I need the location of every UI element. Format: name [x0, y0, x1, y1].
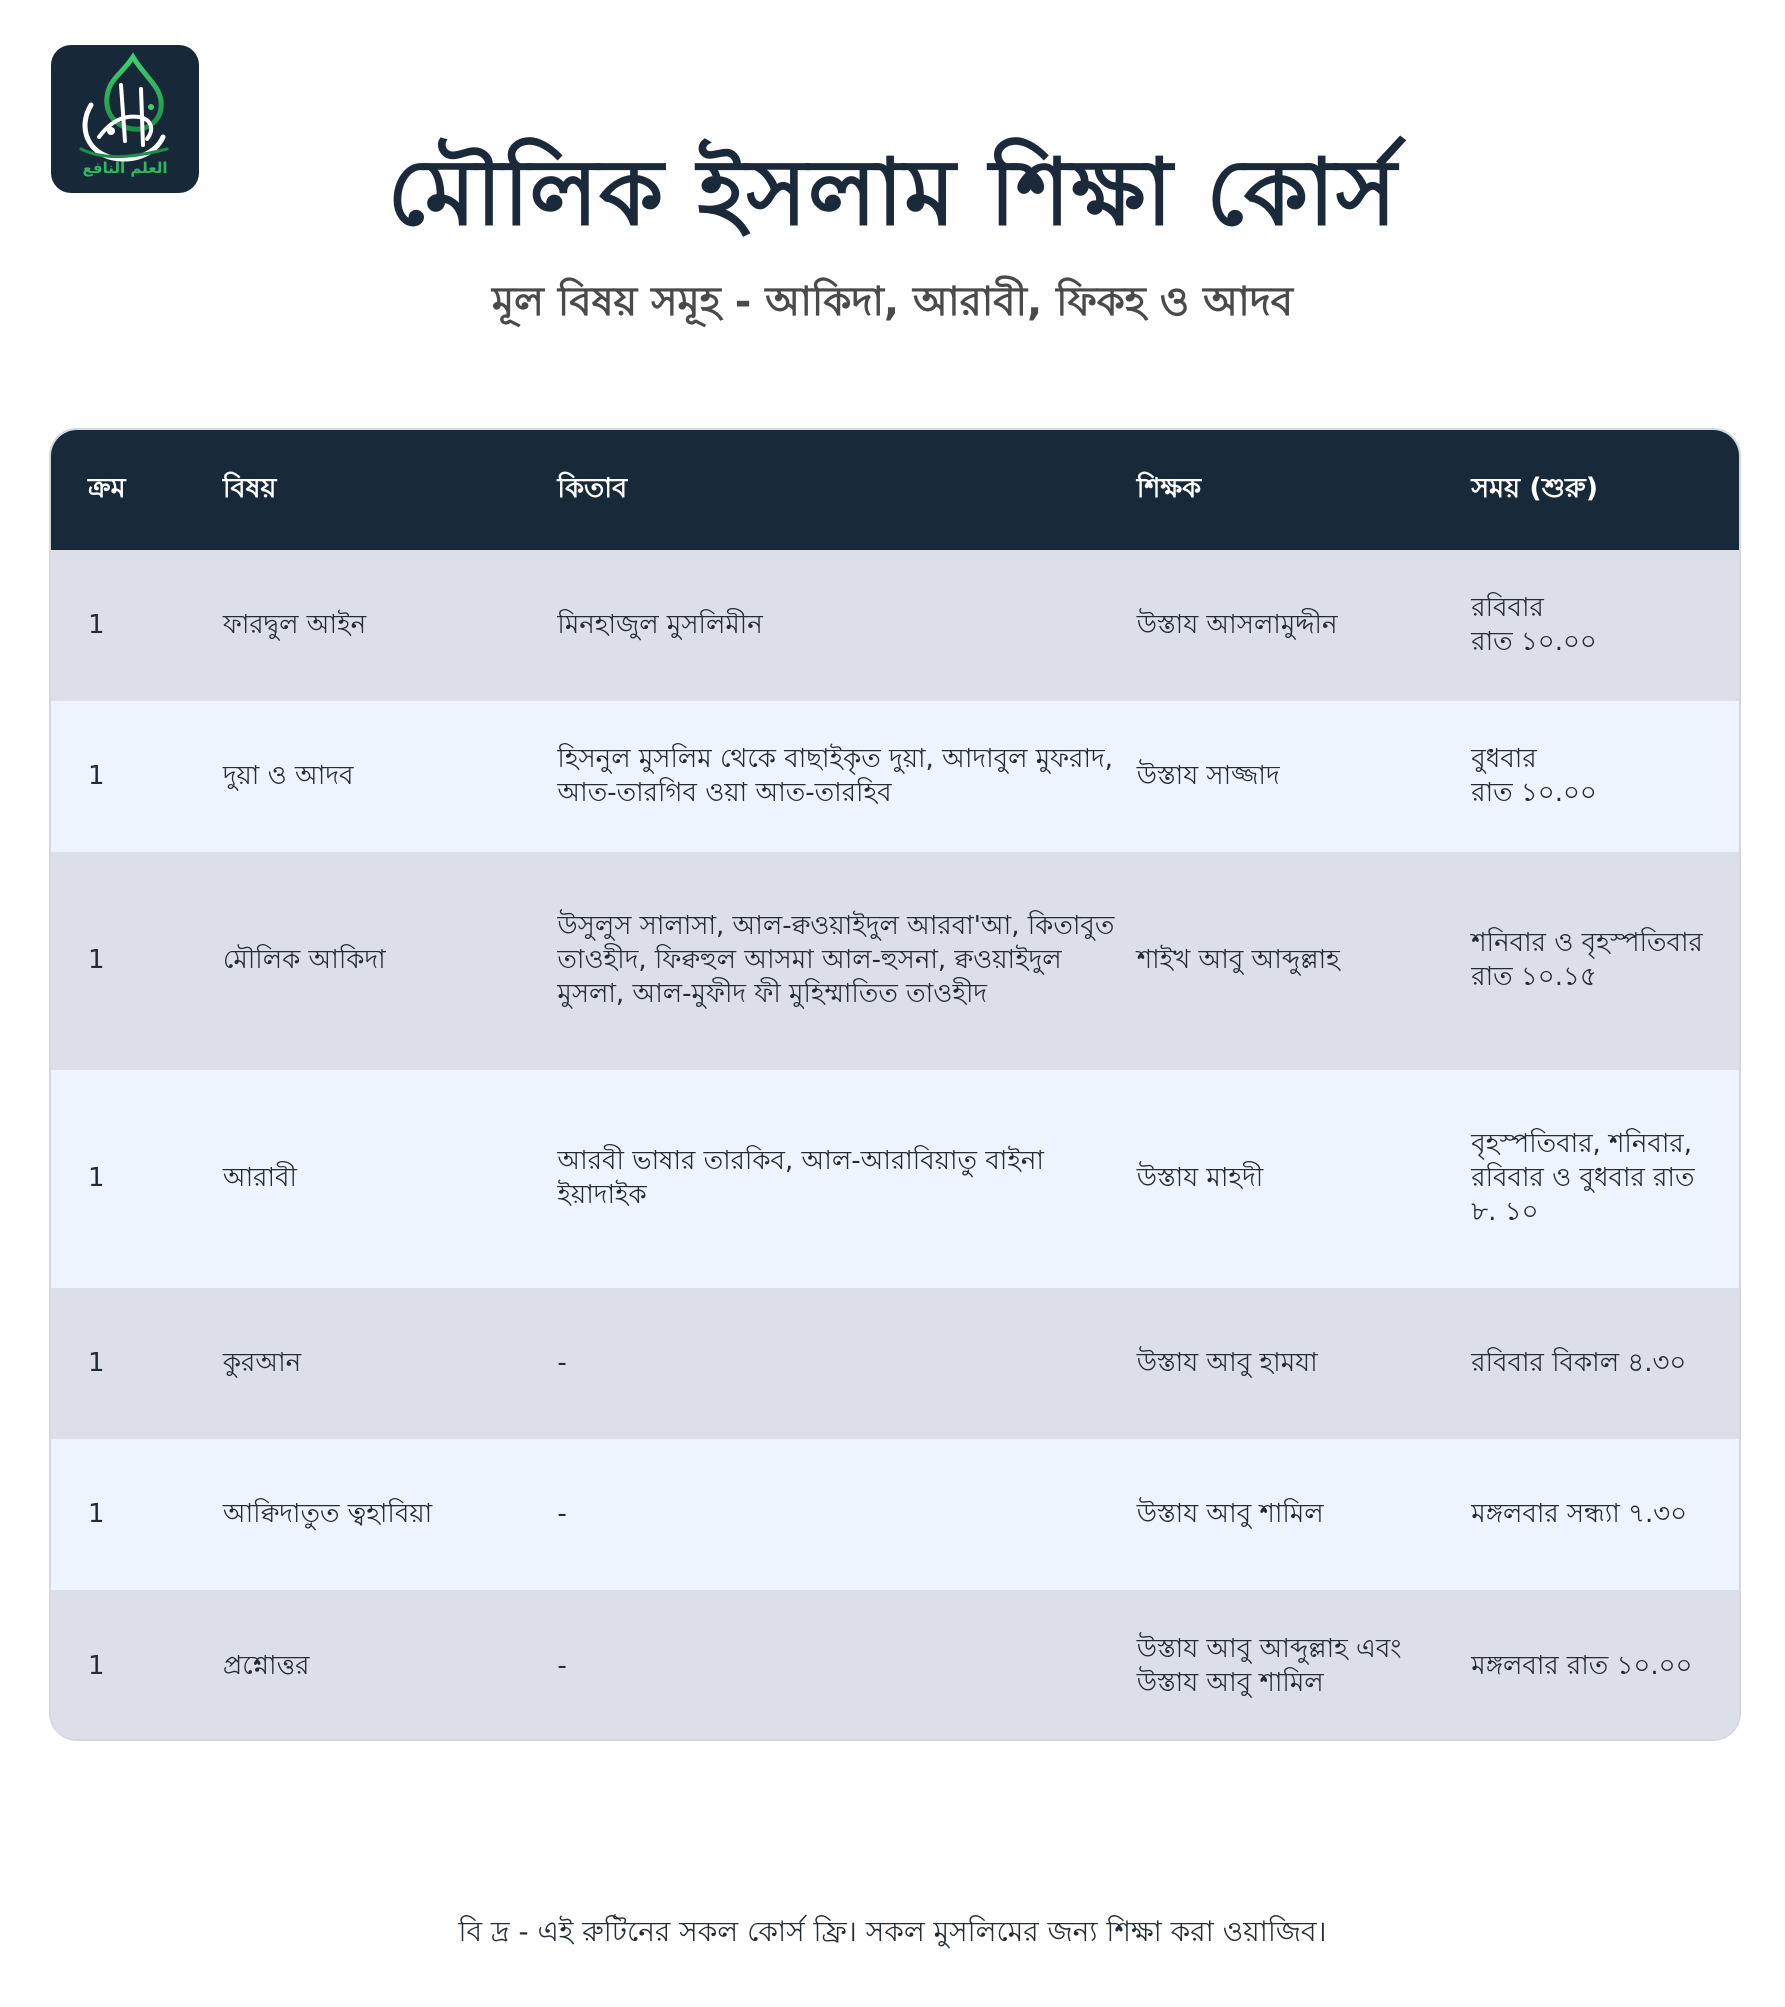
course-table	[49, 428, 1741, 1741]
cell-time: মঙ্গলবার সন্ধ্যা ৭.৩০	[1471, 1498, 1688, 1529]
cell-book: -	[557, 1498, 567, 1529]
table-row	[51, 550, 1739, 701]
cell-serial: 1	[88, 945, 105, 976]
cell-time: শনিবার ও বৃহস্পতিবার রাত ১০.১৫	[1471, 928, 1703, 992]
cell-teacher: উস্তায আসলামুদ্দীন	[1136, 609, 1338, 640]
cell-subject: ফারদ্বুল আইন	[222, 609, 367, 640]
cell-serial: 1	[88, 609, 105, 640]
cell-subject: আরাবী	[222, 1163, 297, 1194]
cell-book: আরবী ভাষার তারকিব, আল-আরাবিয়াতু বাইনা ইয়াদাইক	[557, 1146, 1044, 1210]
cell-book: -	[557, 1650, 567, 1681]
cell-time: বৃহস্পতিবার, শনিবার, রবিবার ও বুধবার রাত ৮. ১০	[1471, 1129, 1695, 1227]
cell-book: হিসনুল মুসলিম থেকে বাছাইকৃত দুয়া, আদাবুল মুফরাদ, আত-তারগিব ওয়া আত-তারহিব	[557, 743, 1113, 808]
table-row	[51, 1590, 1739, 1741]
cell-subject: মৌলিক আকিদা	[222, 945, 386, 976]
cell-time: বুধবার রাত ১০.০০	[1471, 743, 1597, 808]
cell-time: রবিবার বিকাল ৪.৩০	[1471, 1347, 1687, 1378]
cell-teacher: উস্তায সাজ্জাদ	[1136, 760, 1280, 791]
cell-book: মিনহাজুল মুসলিমীন	[557, 609, 763, 640]
logo-caption: العلم النافع	[82, 159, 168, 177]
column-header-subject: বিষয়	[222, 472, 277, 504]
column-header-time: সময় (শুরু)	[1471, 472, 1599, 504]
table-row	[51, 852, 1739, 1070]
cell-teacher: উস্তায মাহদী	[1136, 1163, 1264, 1194]
cell-serial: 1	[88, 1650, 105, 1681]
column-header-serial: ক্রম	[88, 472, 126, 504]
cell-time: মঙ্গলবার রাত ১০.০০	[1471, 1650, 1693, 1681]
cell-subject: দুয়া ও আদব	[222, 760, 354, 791]
cell-serial: 1	[88, 1498, 105, 1529]
cell-serial: 1	[88, 1347, 105, 1378]
page-subtitle: মূল বিষয় সমূহ - আকিদা, আরাবী, ফিকহ ও আদব	[491, 279, 1294, 325]
cell-teacher: উস্তায আবু হামযা	[1136, 1347, 1318, 1378]
cell-subject: প্রশ্নোত্তর	[222, 1650, 310, 1681]
table-row	[51, 1288, 1739, 1439]
page-title: মৌলিক ইসলাম শিক্ষা কোর্স	[387, 139, 1398, 246]
cell-teacher: উস্তায আবু আব্দুল্লাহ এবং উস্তায আবু শামিল	[1136, 1633, 1402, 1698]
table-row	[51, 1439, 1739, 1590]
cell-subject: আক্বিদাতুত ত্বহাবিয়া	[222, 1498, 433, 1529]
table-header	[51, 430, 1739, 550]
column-header-book: কিতাব	[557, 472, 628, 504]
footnote: বি দ্র - এই রুটিনের সকল কোর্স ফ্রি। সকল মুসলিমের জন্য শিক্ষা করা ওয়াজিব।	[458, 1915, 1327, 1948]
cell-teacher: উস্তায আবু শামিল	[1136, 1498, 1324, 1529]
cell-serial: 1	[88, 760, 105, 791]
cell-subject: কুরআন	[222, 1347, 302, 1378]
table-row	[51, 701, 1739, 852]
table-row	[51, 1070, 1739, 1288]
cell-serial: 1	[88, 1163, 105, 1194]
cell-book: উসুলুস সালাসা, আল-ক্বওয়াইদুল আরবা'আ, কিতাবুত তাওহীদ, ফিক্বহুল আসমা আল-হুসনা, ক্বওয়াইদুল মুসলা, আল-মুফীদ ফী মুহিম্মাতিত তাওহীদ	[557, 911, 1115, 1009]
cell-time: রবিবার রাত ১০.০০	[1471, 592, 1597, 657]
cell-teacher: শাইখ আবু আব্দুল্লাহ	[1136, 945, 1340, 976]
column-header-teacher: শিক্ষক	[1136, 472, 1202, 504]
cell-book: -	[557, 1347, 567, 1378]
